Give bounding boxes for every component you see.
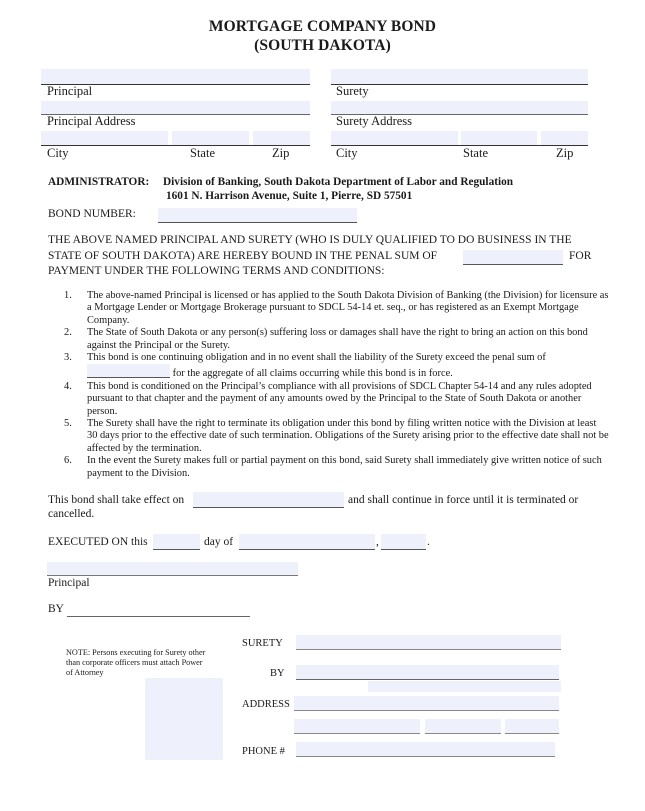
surety-address-sig-label: ADDRESS (242, 699, 290, 710)
condition-text: This bond is conditioned on the Principal’s compliance with all provisions of SDCL Chapter 54-14 and any rules adopted pursuant to that chapter and the payment of any amounts owed by the Principal to the State of South Dakota or another person. (87, 380, 592, 417)
condition-text: This bond is one continuing obligation and in no event shall the liability of the Surety exceed the penal sum of (87, 352, 546, 364)
principal-by-label: BY (48, 603, 64, 615)
condition-item (64, 290, 609, 327)
bond-number-label: BOND NUMBER: (48, 208, 136, 220)
condition-item (64, 381, 609, 418)
executed-period: . (427, 536, 430, 548)
surety-address-label: Surety Address (336, 114, 413, 128)
principal-state-label: State (190, 146, 215, 160)
condition-item (64, 352, 609, 381)
preamble-line2-text: STATE OF SOUTH DAKOTA) ARE HEREBY BOUND IN THE PENAL SUM OF (48, 250, 438, 262)
principal-label: Principal (47, 84, 93, 98)
penal-sum-field[interactable] (463, 250, 563, 265)
principal-zip-label: Zip (272, 146, 290, 160)
executed-label: EXECUTED ON this (48, 536, 148, 548)
surety-address-field[interactable] (331, 101, 588, 114)
surety-sig-city-field[interactable] (294, 719, 420, 734)
surety-city-label: City (336, 146, 358, 160)
principal-signature-field[interactable] (47, 562, 298, 576)
principal-city-label: City (47, 146, 69, 160)
surety-city-field[interactable] (331, 131, 458, 145)
effective-text: This bond shall take effect on (48, 494, 185, 506)
principal-signature-label: Principal (48, 577, 90, 589)
surety-phone-label: PHONE # (242, 746, 285, 757)
surety-sig-state-field[interactable] (425, 719, 501, 734)
surety-by-title-field[interactable] (368, 681, 561, 692)
surety-zip-label: Zip (556, 146, 574, 160)
surety-zip-field[interactable] (541, 131, 588, 145)
condition-number: 3. (64, 352, 72, 364)
preamble-for: FOR (569, 250, 592, 262)
executed-day-of: day of (204, 536, 234, 548)
surety-sig-address-field[interactable] (294, 696, 559, 711)
executed-month-field[interactable] (239, 534, 375, 550)
condition-number: 5. (64, 418, 72, 430)
principal-address-field[interactable] (41, 101, 310, 114)
effective-continue-text: and shall continue in force until it is terminated or (348, 494, 579, 506)
administrator-line1: Division of Banking, South Dakota Department of Labor and Regulation (163, 176, 514, 188)
condition-number: 6. (64, 455, 72, 467)
surety-name-underline (331, 84, 588, 85)
preamble-line1: THE ABOVE NAMED PRINCIPAL AND SURETY (WHO IS DULY QUALIFIED TO DO BUSINESS IN THE (48, 234, 572, 246)
executed-year-field[interactable] (381, 534, 426, 550)
principal-state-field[interactable] (172, 131, 249, 145)
surety-name-field[interactable] (331, 69, 588, 84)
document-subtitle: (SOUTH DAKOTA) (254, 37, 391, 54)
principal-csz-underline (41, 145, 310, 146)
principal-city-field[interactable] (41, 131, 168, 145)
executed-comma: , (376, 536, 379, 548)
principal-address-label: Principal Address (47, 114, 136, 128)
effective-cancelled: cancelled. (48, 508, 95, 520)
surety-csz-underline (331, 145, 588, 146)
principal-name-field[interactable] (41, 69, 310, 84)
condition-text: The above-named Principal is licensed or has applied to the South Dakota Division of Banking (the Division) for licensure as a Mortgage Lender or Mortgage Brokerage pursuant to SDCL 54-14 et. seq., or has registered as an Exempt Mortgage Company. (87, 290, 609, 326)
executed-day-field[interactable] (153, 534, 200, 550)
principal-zip-field[interactable] (253, 131, 310, 145)
preamble-line2 (48, 250, 437, 262)
condition-item (64, 327, 609, 352)
condition-text: The State of South Dakota or any person(s) suffering loss or damages shall have the right to bring an action on this bond against the Principal or the Surety. (87, 327, 588, 351)
administrator-line2: 1601 N. Harrison Avenue, Suite 1, Pierre, SD 57501 (166, 190, 413, 202)
surety-by-label: BY (270, 668, 285, 679)
surety-state-field[interactable] (461, 131, 537, 145)
principal-by-line[interactable] (67, 616, 250, 617)
administrator-label: ADMINISTRATOR: (48, 176, 150, 188)
surety-signature-label: SURETY (242, 638, 283, 649)
document-title: MORTGAGE COMPANY BOND (208, 18, 437, 35)
condition-number: 2. (64, 327, 72, 339)
aggregate-penal-sum-field[interactable] (87, 364, 170, 378)
condition-number: 1. (64, 290, 72, 301)
condition-item (64, 455, 609, 480)
condition-number: 4. (64, 380, 72, 392)
condition-item (64, 418, 609, 455)
condition-text-continued: for the aggregate of all claims occurring while this bond is in force. (172, 368, 453, 380)
seal-box[interactable] (145, 678, 223, 760)
condition-text: In the event the Surety makes full or partial payment on this bond, said Surety shall immediately give written notice of such payment to the Division. (87, 455, 602, 479)
bond-number-field[interactable] (158, 208, 357, 223)
condition-text: The Surety shall have the right to terminate its obligation under this bond by filing written notice with the Division at least 30 days prior to the effective date of such termination. Obligations of the Surety arising prior to the effective date shall not be affected by the termination. (87, 418, 609, 454)
surety-by-field[interactable] (296, 665, 559, 680)
conditions-list (64, 290, 609, 480)
effective-date-field[interactable] (193, 492, 344, 508)
surety-phone-field[interactable] (296, 742, 555, 757)
surety-sig-zip-field[interactable] (505, 719, 559, 734)
surety-label: Surety (336, 84, 369, 98)
preamble-line3: PAYMENT UNDER THE FOLLOWING TERMS AND CONDITIONS: (48, 265, 385, 277)
surety-state-label: State (463, 146, 488, 160)
power-of-attorney-note: NOTE: Persons executing for Surety other than corporate officers must attach Power of Attorney (66, 648, 206, 677)
surety-signature-field[interactable] (296, 635, 561, 650)
